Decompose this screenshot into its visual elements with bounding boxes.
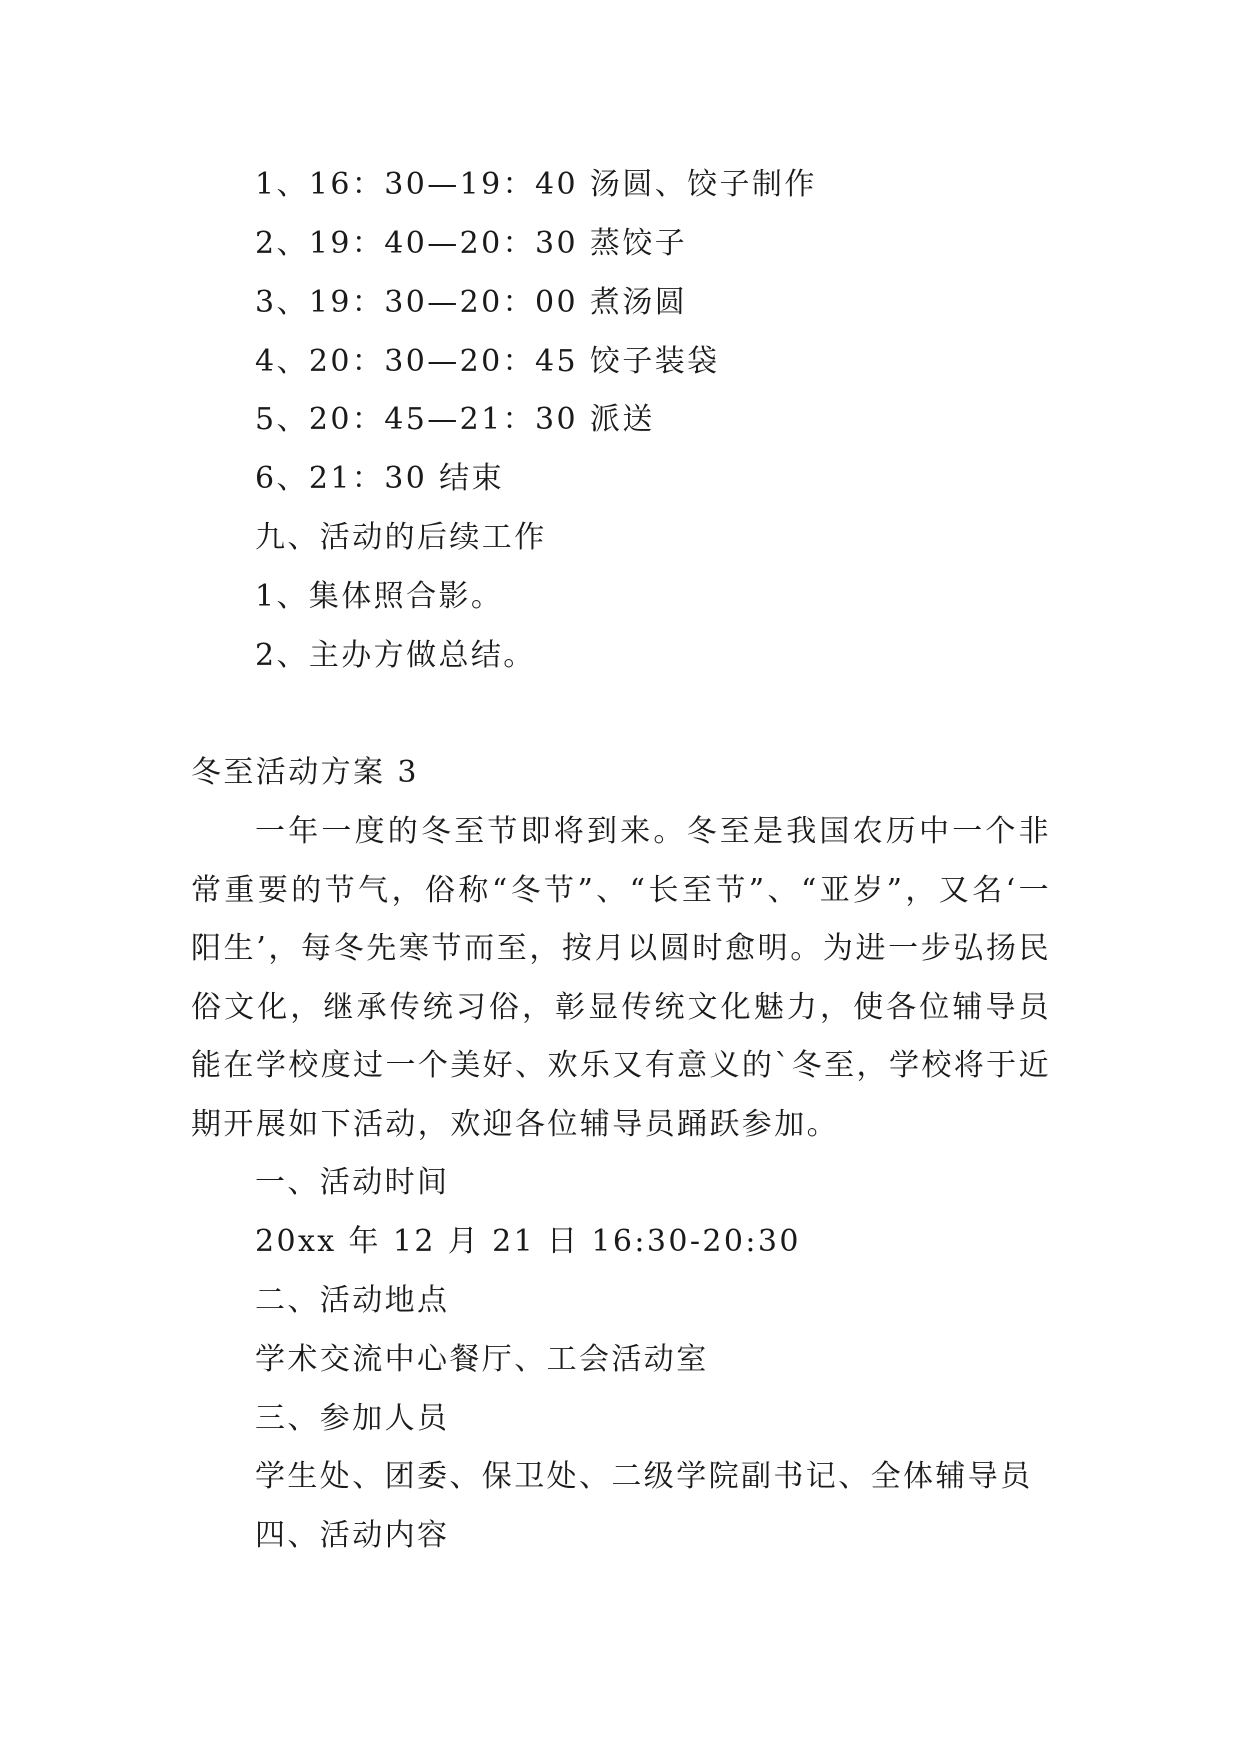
schedule-item-1: 1、16：30—19：40 汤圆、饺子制作 <box>255 167 817 202</box>
people-heading: 三、参加人员 <box>255 1401 450 1436</box>
people-value: 学生处、团委、保卫处、二级学院副书记、全体辅导员 <box>255 1459 1033 1494</box>
plan-3-intro-paragraph: 一年一度的冬至节即将到来。冬至是我国农历中一个非常重要的节气，俗称“冬节”、“长至节”、“亚岁”，又名‘一阳生’，每冬先寒节而至，按月以圆时愈明。为进一步弘扬民俗文化，继承传统习俗，彰显传统文化魅力，使各位辅导员能在学校度过一个美好、欢乐又有意义的`冬至，学校将于近期开展如下活动，欢迎各位辅导员踊跃参加。 <box>191 814 1051 1142</box>
section-nine-item-2: 2、主办方做总结。 <box>255 638 536 673</box>
section-nine-item-1: 1、集体照合影。 <box>255 579 504 614</box>
schedule-item-4: 4、20：30—20：45 饺子装袋 <box>255 344 720 379</box>
section-nine-heading: 九、活动的后续工作 <box>255 520 547 555</box>
schedule-item-2: 2、19：40—20：30 蒸饺子 <box>255 226 688 261</box>
schedule-item-3: 3、19：30—20：00 煮汤圆 <box>255 285 688 320</box>
plan-3-title: 冬至活动方案 3 <box>191 755 419 790</box>
schedule-item-6: 6、21：30 结束 <box>255 461 504 496</box>
place-heading: 二、活动地点 <box>255 1283 450 1318</box>
place-value: 学术交流中心餐厅、工会活动室 <box>255 1342 709 1377</box>
time-heading: 一、活动时间 <box>255 1165 450 1200</box>
content-heading: 四、活动内容 <box>255 1518 450 1553</box>
schedule-item-5: 5、20：45—21：30 派送 <box>255 402 655 437</box>
time-value: 20xx 年 12 月 21 日 16:30-20:30 <box>255 1224 801 1259</box>
